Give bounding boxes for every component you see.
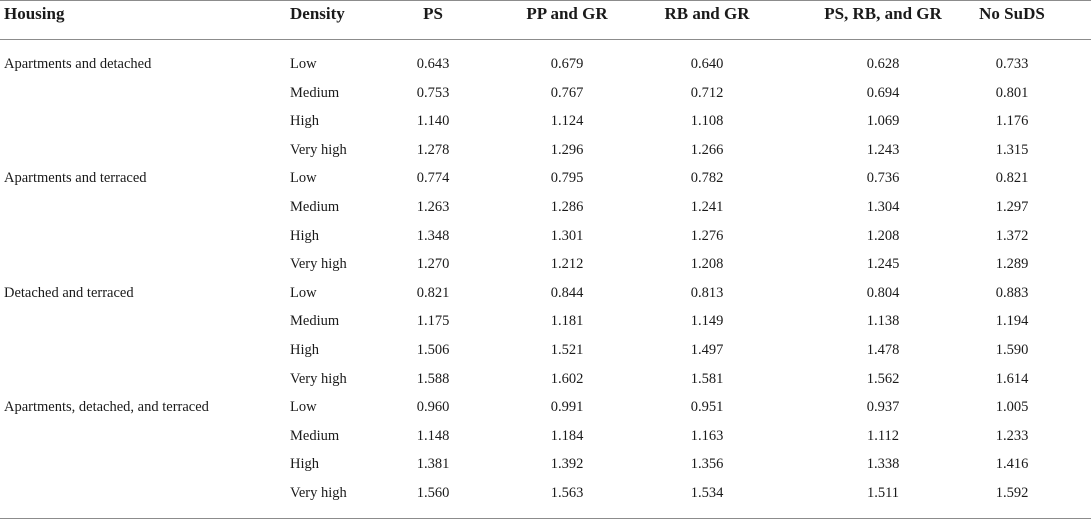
cell-pp-gr: 1.212 [550,256,584,273]
cell-pp-gr: 1.563 [550,485,584,501]
table-row [0,307,1091,335]
cell-pp-gr: 1.296 [550,141,584,158]
cell-no-suds: 1.315 [995,141,1029,158]
table-row [0,279,1091,307]
cell-rb-gr: 1.497 [690,342,724,358]
cell-ps: 1.270 [416,256,450,273]
cell-rb-gr: 1.241 [690,199,724,215]
cell-ps-rb-gr: 1.478 [866,342,900,358]
table-row [0,222,1091,250]
cell-density: Medium [290,84,340,101]
cell-rb-gr: 1.108 [690,113,724,130]
cell-ps-rb-gr: 1.112 [866,427,900,444]
cell-density: Medium [290,313,340,330]
cell-rb-gr: 1.149 [690,313,724,330]
cell-rb-gr: 0.712 [690,84,724,101]
cell-pp-gr: 0.844 [550,284,584,301]
table-row [0,365,1091,393]
table-row [0,79,1091,107]
cell-density: Low [290,56,317,72]
bottom-rule [0,518,1091,519]
cell-density: High [290,342,319,358]
cell-ps-rb-gr: 1.243 [866,141,900,158]
cell-no-suds: 1.590 [995,342,1029,358]
cell-no-suds: 0.883 [995,284,1029,301]
cell-ps-rb-gr: 0.628 [866,56,900,72]
table-row [0,50,1091,78]
cell-housing: Apartments and terraced [4,170,147,187]
cell-ps: 1.560 [416,485,450,501]
cell-ps: 1.175 [416,313,450,330]
header-housing: Housing [4,4,65,23]
cell-pp-gr: 0.679 [550,56,584,72]
cell-rb-gr: 1.534 [690,485,724,501]
cell-no-suds: 1.176 [995,113,1029,130]
cell-rb-gr: 0.813 [690,284,724,301]
cell-ps: 1.506 [416,342,450,358]
cell-ps: 1.588 [416,370,450,387]
table-row [0,336,1091,364]
cell-ps-rb-gr: 0.804 [866,284,900,301]
cell-ps: 0.753 [416,84,450,101]
table-row [0,422,1091,450]
cell-ps-rb-gr: 1.511 [866,485,900,501]
table-row [0,250,1091,278]
cell-density: High [290,227,319,244]
header-no-suds: No SuDS [979,4,1045,23]
table-row [0,107,1091,135]
cell-ps: 1.140 [416,113,450,130]
cell-pp-gr: 1.184 [550,427,584,444]
cell-rb-gr: 1.266 [690,141,724,158]
cell-pp-gr: 1.521 [550,342,584,358]
cell-pp-gr: 1.124 [550,113,584,130]
cell-ps: 1.278 [416,141,450,158]
cell-no-suds: 1.233 [995,427,1029,444]
table-row [0,450,1091,478]
cell-no-suds: 0.821 [995,170,1029,187]
cell-pp-gr: 1.181 [550,313,584,330]
cell-density: High [290,113,319,130]
cell-density: Low [290,399,317,416]
cell-no-suds: 1.289 [995,256,1029,273]
cell-density: Very high [290,256,347,273]
table-row [0,136,1091,164]
cell-density: Very high [290,485,347,501]
cell-ps: 1.348 [416,227,450,244]
cell-pp-gr: 0.767 [550,84,584,101]
cell-ps: 0.821 [416,284,450,301]
cell-rb-gr: 1.208 [690,256,724,273]
cell-ps-rb-gr: 1.562 [866,370,900,387]
cell-pp-gr: 1.286 [550,199,584,215]
cell-pp-gr: 1.392 [550,456,584,473]
table-row [0,393,1091,421]
cell-ps-rb-gr: 1.208 [866,227,900,244]
header-ps: PS [423,4,443,23]
cell-pp-gr: 1.301 [550,227,584,244]
cell-rb-gr: 1.276 [690,227,724,244]
cell-no-suds: 1.194 [995,313,1029,330]
cell-ps-rb-gr: 0.694 [866,84,900,101]
table-row [0,164,1091,192]
cell-housing: Detached and terraced [4,284,134,301]
table-row [0,193,1091,221]
cell-rb-gr: 0.640 [690,56,724,72]
cell-density: Medium [290,427,340,444]
cell-ps-rb-gr: 1.138 [866,313,900,330]
cell-housing: Apartments and detached [4,56,152,72]
cell-density: Low [290,170,317,187]
table-row [0,479,1091,507]
cell-no-suds: 1.297 [995,199,1029,215]
header-density: Density [290,4,345,23]
cell-rb-gr: 1.356 [690,456,724,473]
cell-ps: 0.774 [416,170,450,187]
cell-ps-rb-gr: 1.338 [866,456,900,473]
cell-no-suds: 1.005 [995,399,1029,416]
cell-density: Very high [290,370,347,387]
cell-ps: 1.381 [416,456,450,473]
cell-rb-gr: 0.951 [690,399,724,416]
cell-pp-gr: 1.602 [550,370,584,387]
cell-ps-rb-gr: 1.245 [866,256,900,273]
cell-ps-rb-gr: 0.937 [866,399,900,416]
header-rb-gr: RB and GR [664,4,750,23]
header-row [0,0,1091,28]
cell-ps-rb-gr: 0.736 [866,170,900,187]
cell-no-suds: 0.801 [995,84,1029,101]
cell-no-suds: 0.733 [995,56,1029,72]
cell-ps: 0.960 [416,399,450,416]
header-rule [0,39,1091,40]
cell-density: High [290,456,319,473]
cell-density: Low [290,284,317,301]
cell-ps-rb-gr: 1.069 [866,113,900,130]
cell-ps: 1.263 [416,199,450,215]
cell-ps: 1.148 [416,427,450,444]
cell-density: Very high [290,141,347,158]
cell-density: Medium [290,199,340,215]
cell-rb-gr: 1.163 [690,427,724,444]
cell-pp-gr: 0.795 [550,170,584,187]
cell-housing: Apartments, detached, and terraced [4,399,209,416]
cell-ps: 0.643 [416,56,450,72]
header-ps-rb-gr: PS, RB, and GR [824,4,942,23]
cell-pp-gr: 0.991 [550,399,584,416]
cell-no-suds: 1.592 [995,485,1029,501]
cell-rb-gr: 1.581 [690,370,724,387]
cell-no-suds: 1.614 [995,370,1029,387]
cell-rb-gr: 0.782 [690,170,724,187]
header-pp-gr: PP and GR [526,4,608,23]
cell-no-suds: 1.416 [995,456,1029,473]
cell-no-suds: 1.372 [995,227,1029,244]
cell-ps-rb-gr: 1.304 [866,199,900,215]
